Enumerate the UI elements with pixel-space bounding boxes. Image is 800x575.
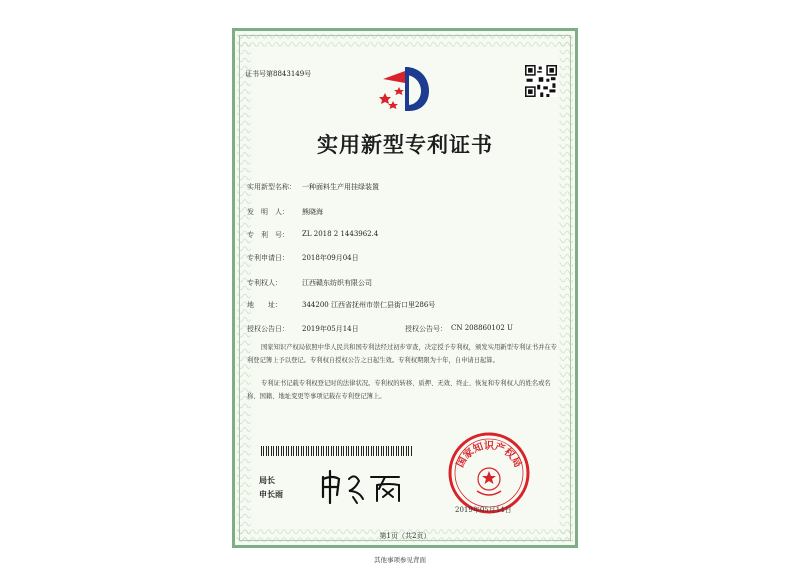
certificate-number: 证书号第8843149号 (245, 70, 312, 78)
seal-text: 国家知识产权局 (454, 441, 524, 470)
certificate-title: 实用新型专利证书 (317, 133, 493, 157)
cnipa-logo-icon (375, 61, 437, 117)
page-info: 第1页（共2页） (379, 532, 431, 540)
barcode (261, 446, 413, 456)
patent-certificate (232, 28, 578, 548)
seal-date: 2019年05月14日 (455, 506, 512, 514)
footer-note: 其他事项参见背面 (374, 556, 426, 564)
field-grant-no-label: 授权公告号： (405, 325, 447, 333)
field-owner-value: 江西赣东纺织有限公司 (302, 279, 372, 287)
field-owner-label: 专利权人： (247, 279, 282, 287)
field-address-label: 地 址： (247, 301, 282, 309)
director-title: 局长 (259, 476, 275, 485)
field-grant-date-label: 授权公告日： (247, 325, 289, 333)
field-inventor-value: 熊晓海 (302, 208, 323, 216)
field-address-value: 344200 江西省抚州市崇仁县街口里286号 (302, 301, 436, 309)
qr-code-icon (525, 65, 557, 97)
field-name-label: 实用新型名称： (247, 183, 296, 191)
handwritten-signature (319, 469, 409, 505)
director-name: 申长雨 (259, 490, 283, 499)
field-patent-no-value: ZL 2018 2 1443962.4 (302, 230, 379, 238)
field-filing-date-label: 专利申请日： (247, 254, 289, 262)
grant-statement-paragraph: 国家知识产权局依照中华人民共和国专利法经过初步审查，决定授予专利权，颁发实用新型专利证书并在专利登记簿上予以登记。专利权自授权公告之日起生效。专利权期限为十年，自申请日起算。 (247, 344, 557, 364)
field-grant-date-value: 2019年05月14日 (302, 325, 359, 333)
field-patent-no-label: 专 利 号： (247, 231, 289, 239)
official-red-seal (447, 431, 531, 515)
field-inventor-label: 发 明 人： (247, 208, 289, 216)
legal-status-paragraph: 专利证书记载专利权登记时的法律状况。专利权的转移、质押、无效、终止、恢复和专利权人的姓名或名称、国籍、地址变更等事项记载在专利登记簿上。 (247, 380, 551, 400)
field-grant-no-value: CN 208860102 U (451, 324, 513, 332)
field-name-value: 一种面料生产用挂绿装置 (302, 183, 379, 191)
field-filing-date-value: 2018年09月04日 (302, 254, 359, 262)
